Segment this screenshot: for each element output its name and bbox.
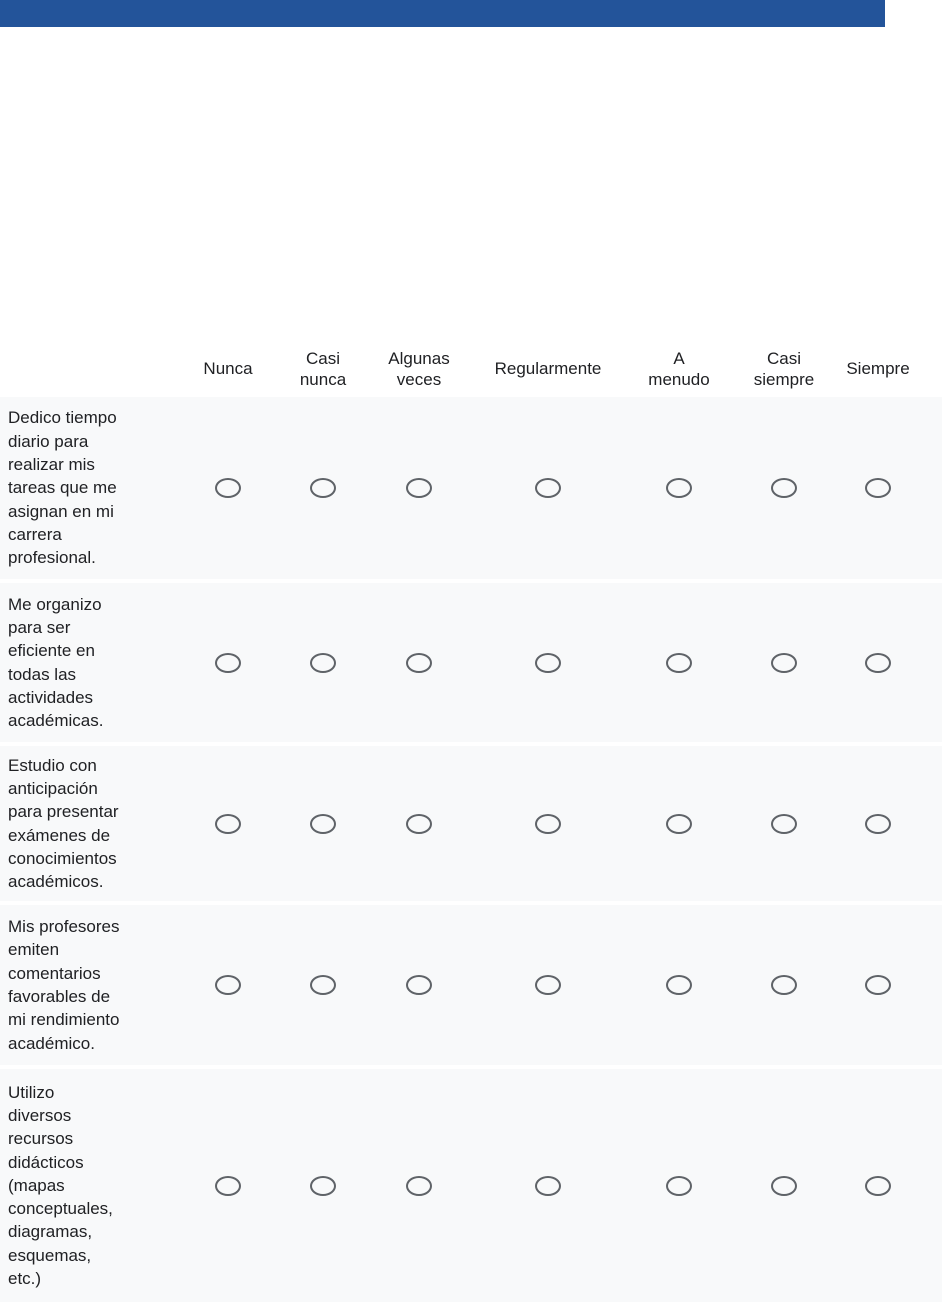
row-label: Utilizo diversos recursos didácticos (mapas conceptuales, diagramas, esquemas, etc.) [8, 1082, 113, 1289]
radio-option-algunas-veces[interactable] [406, 975, 432, 995]
radio-option-nunca[interactable] [215, 1176, 241, 1196]
radio-option-casi-nunca[interactable] [310, 653, 336, 673]
radio-option-regularmente[interactable] [535, 975, 561, 995]
radio-option-regularmente[interactable] [535, 814, 561, 834]
radio-option-siempre[interactable] [865, 814, 891, 834]
column-header-casi-nunca: Casi nunca [299, 348, 347, 389]
radio-option-a-menudo[interactable] [666, 975, 692, 995]
column-header-casi-siempre: Casi siempre [753, 348, 815, 389]
grid-header-row [0, 340, 942, 397]
radio-option-nunca[interactable] [215, 478, 241, 498]
radio-option-casi-siempre[interactable] [771, 653, 797, 673]
column-header-siempre: Siempre [846, 359, 910, 378]
column-header-algunas-veces: Algunas veces [388, 348, 450, 389]
radio-option-a-menudo[interactable] [666, 653, 692, 673]
radio-option-regularmente[interactable] [535, 478, 561, 498]
grid-row [0, 1069, 942, 1302]
radio-option-regularmente[interactable] [535, 1176, 561, 1196]
grid-row [0, 746, 942, 901]
radio-option-casi-siempre[interactable] [771, 1176, 797, 1196]
grid-question [0, 340, 942, 1306]
form-header-bar [0, 0, 885, 27]
column-header-regularmente: Regularmente [494, 359, 602, 378]
radio-option-algunas-veces[interactable] [406, 653, 432, 673]
radio-option-nunca[interactable] [215, 653, 241, 673]
radio-option-casi-nunca[interactable] [310, 975, 336, 995]
radio-option-algunas-veces[interactable] [406, 1176, 432, 1196]
radio-option-algunas-veces[interactable] [406, 814, 432, 834]
row-label: Dedico tiempo diario para realizar mis tareas que me asignan en mi carrera profesional. [8, 408, 117, 568]
radio-option-algunas-veces[interactable] [406, 478, 432, 498]
radio-option-casi-nunca[interactable] [310, 1176, 336, 1196]
row-label: Mis profesores emiten comentarios favorables de mi rendimiento académico. [8, 917, 120, 1053]
radio-option-casi-nunca[interactable] [310, 478, 336, 498]
column-header-nunca: Nunca [203, 359, 253, 378]
radio-option-casi-siempre[interactable] [771, 478, 797, 498]
radio-option-a-menudo[interactable] [666, 1176, 692, 1196]
radio-option-siempre[interactable] [865, 975, 891, 995]
radio-option-nunca[interactable] [215, 814, 241, 834]
radio-option-casi-siempre[interactable] [771, 975, 797, 995]
radio-option-siempre[interactable] [865, 653, 891, 673]
column-header-a-menudo: A menudo [648, 348, 710, 389]
grid-row [0, 397, 942, 579]
row-label: Me organizo para ser eficiente en todas las actividades académicas. [8, 594, 104, 731]
radio-option-siempre[interactable] [865, 478, 891, 498]
radio-option-nunca[interactable] [215, 975, 241, 995]
grid-row [0, 583, 942, 742]
radio-option-casi-nunca[interactable] [310, 814, 336, 834]
grid-row [0, 905, 942, 1065]
radio-option-casi-siempre[interactable] [771, 814, 797, 834]
radio-option-regularmente[interactable] [535, 653, 561, 673]
radio-option-a-menudo[interactable] [666, 478, 692, 498]
row-label: Estudio con anticipación para presentar exámenes de conocimientos académicos. [8, 755, 119, 892]
radio-option-a-menudo[interactable] [666, 814, 692, 834]
radio-option-siempre[interactable] [865, 1176, 891, 1196]
